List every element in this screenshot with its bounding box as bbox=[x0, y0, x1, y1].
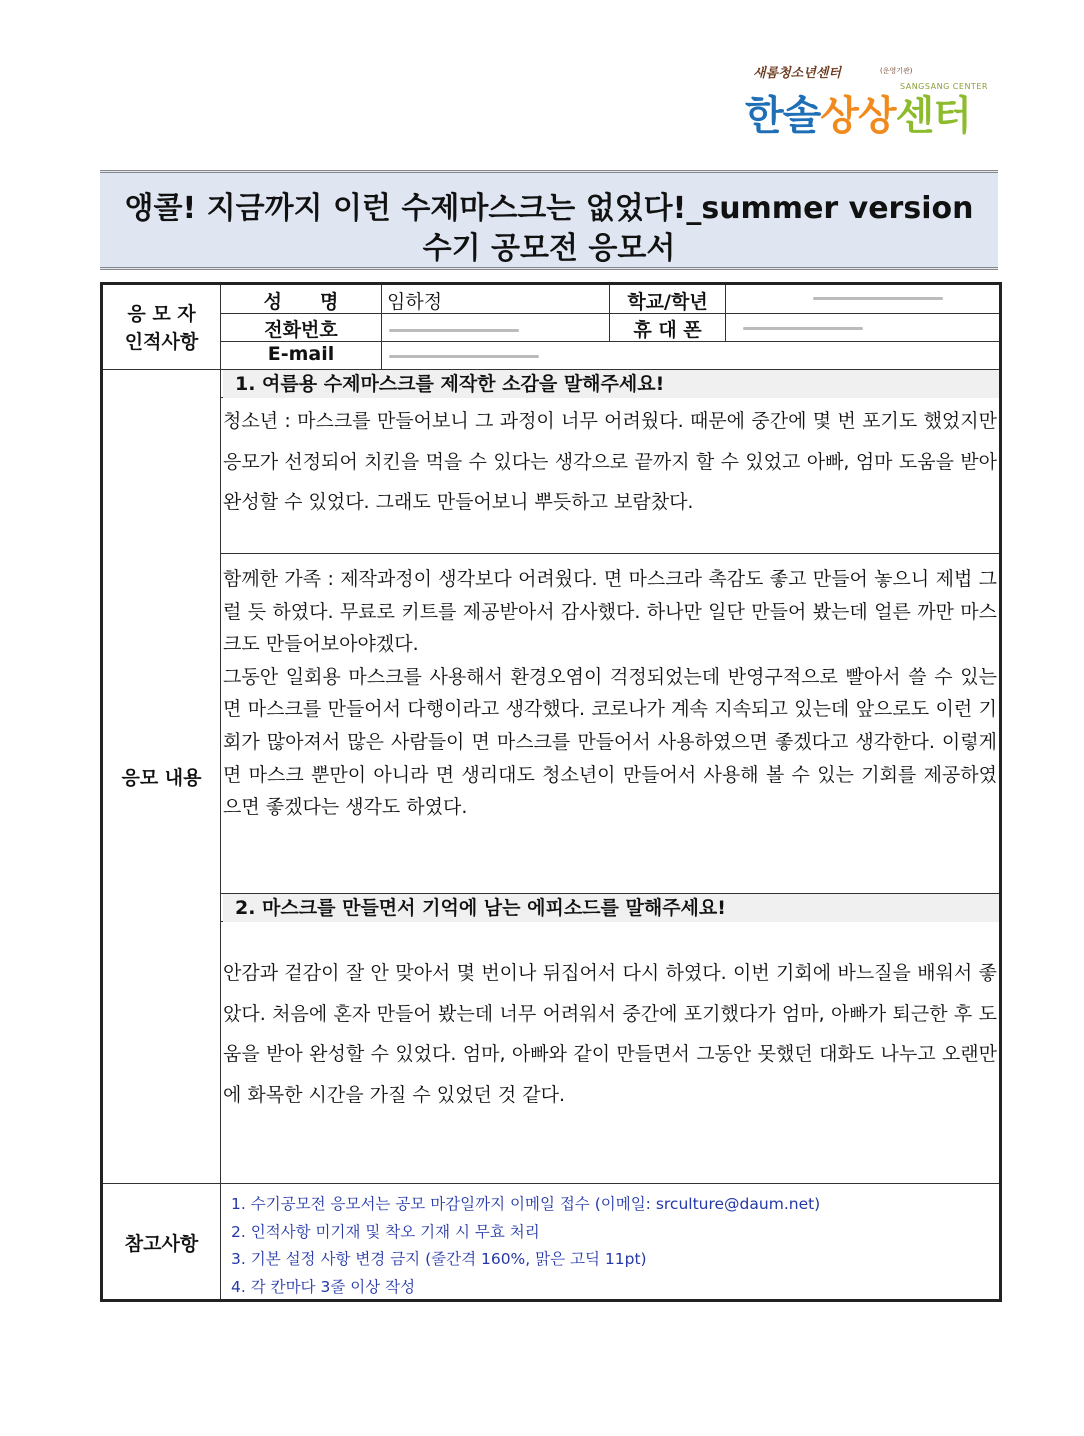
logo-tagline: 새롬청소년센터 bbox=[753, 66, 841, 81]
mobile-label: 휴 대 폰 bbox=[633, 319, 702, 341]
phone-label: 전화번호 bbox=[264, 319, 338, 341]
document-subtitle: 수기 공모전 응모서 bbox=[422, 231, 676, 266]
hansol-sangsang-center-logo bbox=[745, 60, 990, 140]
applicant-section-label-2: 인적사항 bbox=[124, 331, 199, 353]
content-section-label: 응모 내용 bbox=[121, 767, 202, 789]
redacted-mobile bbox=[743, 327, 863, 330]
note-item: 1. 수기공모전 응모서는 공모 마감일까지 이메일 접수 (이메일: srculture@daum.net) bbox=[231, 1195, 821, 1213]
note-item: 4. 각 칸마다 3줄 이상 작성 bbox=[231, 1277, 416, 1296]
school-grade-label: 학교/학년 bbox=[627, 291, 708, 313]
document-title: 앵콜! 지금까지 이런 수제마스크는 없었다!_summer version bbox=[124, 191, 974, 226]
answer-1-family: 함께한 가족 : 제작과정이 생각보다 어려웠다. 면 마스크라 촉감도 좋고 만들어 놓으니 제법 그럴 듯 하였다. 무료로 키트를 제공받아서 감사했다. 하나만 일단 만들어 봤는데 얼른 까만 마스크도 만들어보아야겠다. 그동안 일회용 마스크를 사용해서 환경오염이 걱정되었는데 반영구적으로 빨아서 쓸 수 있는 면 마스크를 만들어서 다행이라고 생각했다. 코로나가 계속 지속되고 있는데 앞으로도 이런 기회가 많아져서 많은 사람들이 면 마스크를 만들어서 사용하였으면 좋겠다고 생각한다. 이렇게 면 마스크 뿐만이 아니라 면 생리대도 청소년이 만들어서 사용해 볼 수 있는 기회를 제공하였으면 좋겠다는 생각도 하였다. bbox=[223, 568, 997, 819]
logo-tagline-small: (운영기관) bbox=[880, 67, 913, 75]
redacted-school bbox=[813, 297, 943, 300]
name-value: 임하정 bbox=[387, 291, 443, 313]
application-form-table bbox=[100, 282, 1002, 1302]
answer-2: 안감과 겉감이 잘 안 맞아서 몇 번이나 뒤집어서 다시 하였다. 이번 기회에 바느질을 배워서 좋았다. 처음에 혼자 만들어 봤는데 너무 어려워서 중간에 포기했다가 엄마, 아빠가 퇴근한 후 도움을 받아 완성할 수 있었다. 엄마, 아빠와 같이 만들면서 그동안 못했던 대화도 나누고 오랜만에 화목한 시간을 가질 수 있었던 것 같다. bbox=[223, 962, 997, 1106]
answer-1-youth: 청소년 : 마스크를 만들어보니 그 과정이 너무 어려웠다. 때문에 중간에 몇 번 포기도 했었지만 응모가 선정되어 치킨을 먹을 수 있다는 생각으로 끝까지 할 수 있었고 아빠, 엄마 도움을 받아 완성할 수 있었다. 그래도 만들어보니 뿌듯하고 보람찼다. bbox=[223, 410, 997, 513]
notes-list bbox=[231, 1191, 820, 1301]
note-item: 3. 기본 설정 사항 변경 금지 (줄간격 160%, 맑은 고딕 11pt) bbox=[231, 1250, 647, 1268]
logo-english: SANGSANG CENTER bbox=[900, 82, 988, 91]
question-1: 1. 여름용 수제마스크를 제작한 소감을 말해주세요! bbox=[223, 370, 999, 398]
email-label: E-mail bbox=[267, 343, 335, 365]
question-2: 2. 마스크를 만들면서 기억에 남는 에피소드를 말해주세요! bbox=[223, 894, 999, 922]
redacted-email bbox=[389, 355, 539, 358]
document-title-box bbox=[100, 170, 998, 270]
redacted-phone bbox=[389, 329, 519, 332]
notes-section-label: 참고사항 bbox=[124, 1233, 199, 1255]
applicant-section-label-1: 응 모 자 bbox=[127, 303, 196, 325]
logo-wordmark: 한솔상상센터 bbox=[745, 93, 971, 139]
note-item: 2. 인적사항 미기재 및 착오 기재 시 무효 처리 bbox=[231, 1222, 540, 1241]
name-label: 성 명 bbox=[263, 291, 339, 313]
